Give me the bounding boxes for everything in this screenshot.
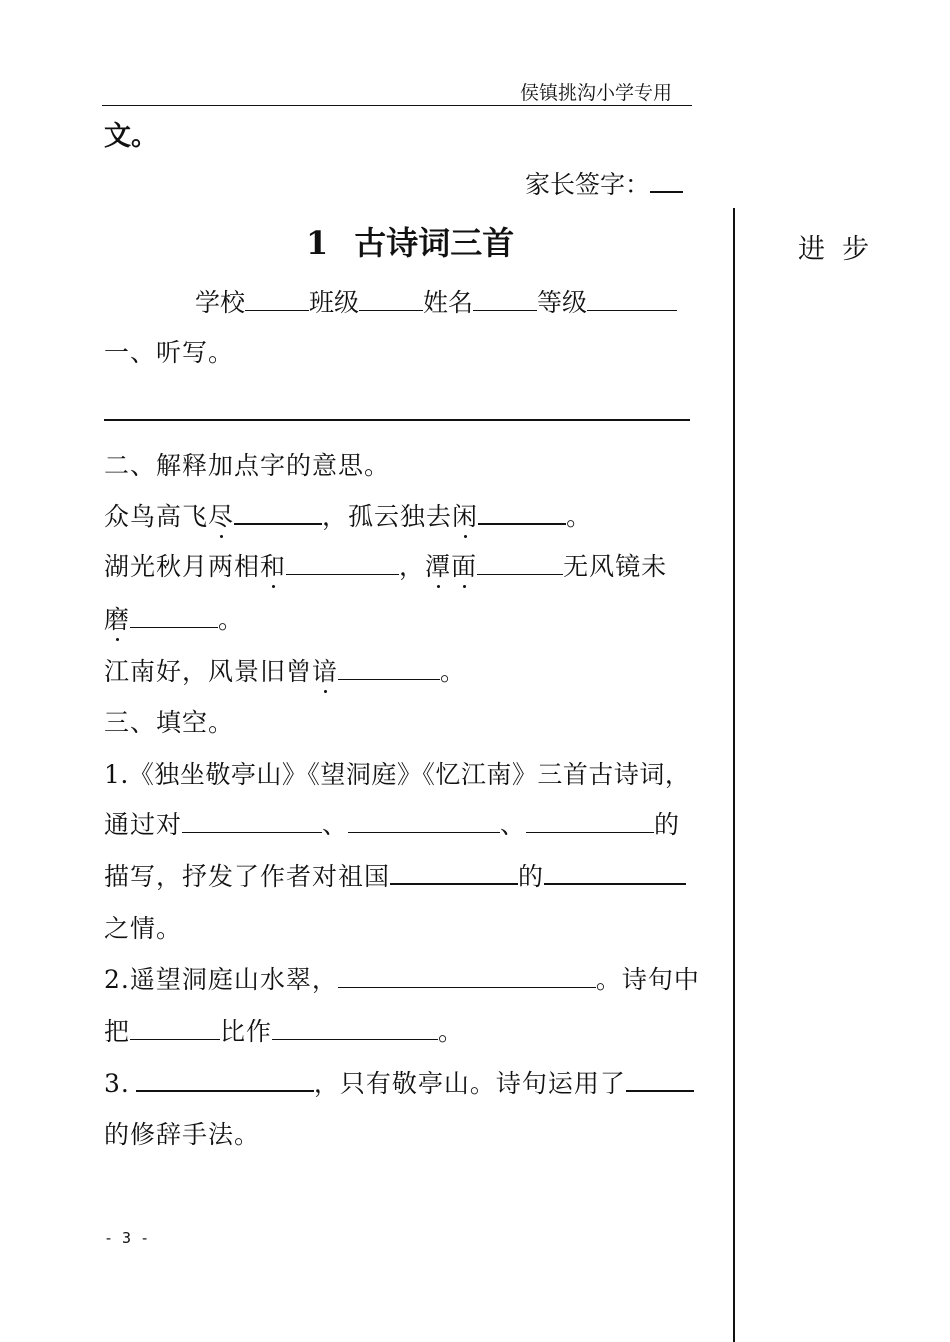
- fill-q1-line-1: 1.《独坐敬亭山》《望洞庭》《忆江南》三首古诗词，: [104, 760, 691, 789]
- dictation-line[interactable]: [104, 419, 690, 421]
- parent-signature: [525, 165, 683, 201]
- answer-blank[interactable]: [544, 859, 686, 885]
- explain-line-3: [104, 600, 244, 636]
- text: 江南好，风景旧曾: [104, 657, 313, 686]
- fill-q1-line-3: [104, 857, 686, 893]
- section-2-heading: 二、解释加点字的意思。: [104, 451, 391, 480]
- section-3-heading: 三、填空。: [104, 708, 235, 737]
- answer-blank[interactable]: [136, 1066, 314, 1092]
- text: ，只有敬亭山。诗句运用了: [313, 1069, 626, 1098]
- answer-blank[interactable]: [390, 859, 518, 885]
- text: 。: [218, 605, 245, 634]
- lesson-title-text: 古诗词三首: [354, 224, 515, 262]
- answer-blank[interactable]: [626, 1066, 694, 1092]
- school-label: 学校: [195, 288, 246, 317]
- fill-q2-line-2: [104, 1012, 464, 1048]
- page-number: - 3 -: [104, 1229, 150, 1247]
- vertical-divider: [733, 208, 735, 1342]
- lesson-title: [306, 218, 514, 264]
- text: 众鸟高飞: [104, 502, 209, 531]
- text: 。: [438, 1017, 465, 1046]
- signature-blank[interactable]: [650, 167, 683, 193]
- text: 。: [440, 657, 467, 686]
- header-rule: [102, 105, 692, 106]
- text: 无风镜未: [563, 552, 668, 581]
- text: 2.遥望洞庭山水翠，: [104, 965, 338, 994]
- dotted-char: 面: [451, 547, 477, 583]
- lesson-number: 1: [306, 224, 329, 262]
- answer-blank[interactable]: [130, 1015, 220, 1040]
- answer-blank[interactable]: [478, 499, 566, 525]
- text: 的: [654, 810, 681, 839]
- name-blank[interactable]: [473, 286, 537, 311]
- section-1-heading: 一、听写。: [104, 338, 235, 367]
- text: 、: [500, 810, 527, 839]
- text: 、: [322, 810, 349, 839]
- text: 3.: [104, 1069, 130, 1098]
- fill-q3-line-1: [104, 1064, 694, 1100]
- class-label: 班级: [309, 288, 360, 317]
- school-blank[interactable]: [245, 286, 309, 311]
- dotted-char: 谙: [312, 652, 338, 688]
- answer-blank[interactable]: [338, 655, 440, 680]
- fill-q3-line-2: 的修辞手法。: [104, 1120, 261, 1149]
- fill-q1-line-2: [104, 805, 680, 841]
- text: 描写，抒发了作者对祖国: [104, 862, 391, 891]
- text: 的: [518, 862, 545, 891]
- dotted-char: 尽: [208, 497, 234, 533]
- answer-blank[interactable]: [272, 1015, 438, 1040]
- answer-blank[interactable]: [182, 808, 322, 833]
- explain-line-4: [104, 652, 466, 688]
- answer-blank[interactable]: [234, 499, 322, 525]
- previous-page-fragment: 文。: [104, 121, 158, 152]
- fill-q2-line-1: [104, 960, 700, 996]
- answer-blank[interactable]: [130, 603, 218, 628]
- text: 比作: [220, 1017, 273, 1046]
- answer-blank[interactable]: [348, 808, 500, 833]
- text: ，: [399, 552, 426, 581]
- text: 。诗句中: [595, 965, 700, 994]
- answer-blank[interactable]: [338, 963, 596, 988]
- grade-blank[interactable]: [587, 286, 677, 311]
- answer-blank[interactable]: [286, 550, 399, 575]
- explain-line-2: [104, 547, 667, 583]
- explain-line-1: [104, 497, 592, 533]
- answer-blank[interactable]: [526, 808, 654, 833]
- text: 把: [104, 1017, 131, 1046]
- dotted-char: 和: [260, 547, 286, 583]
- answer-blank[interactable]: [477, 550, 563, 575]
- grade-label: 等级: [537, 288, 588, 317]
- student-info-row: [195, 283, 677, 319]
- header-school-tag: 侯镇挑沟小学专用: [520, 82, 673, 104]
- dotted-char: 潭: [425, 547, 451, 583]
- text: ，孤云独去: [322, 502, 453, 531]
- text: 湖光秋月两相: [104, 552, 261, 581]
- name-label: 姓名: [423, 288, 474, 317]
- dotted-char: 磨: [104, 600, 130, 636]
- fill-q1-line-4: 之情。: [104, 914, 183, 943]
- dotted-char: 闲: [452, 497, 478, 533]
- class-blank[interactable]: [359, 286, 423, 311]
- side-progress-label: 进 步: [798, 234, 870, 265]
- text: 。: [566, 502, 593, 531]
- text: 通过对: [104, 810, 183, 839]
- parent-signature-label: 家长签字：: [525, 170, 651, 199]
